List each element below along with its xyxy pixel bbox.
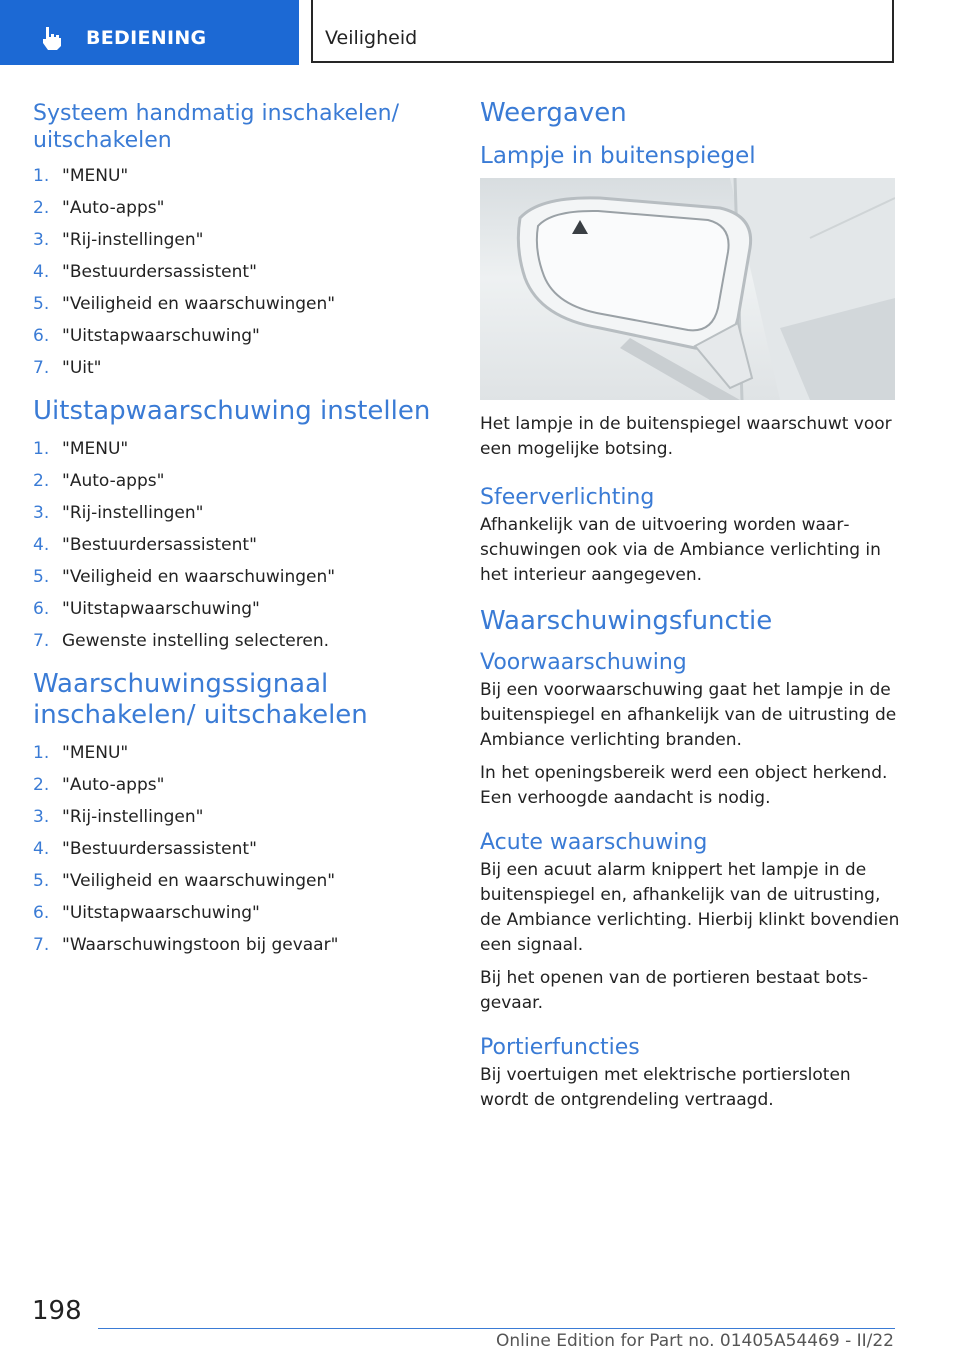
section-tab — [0, 0, 299, 65]
list-item: 4. "Bestuurdersassistent" — [33, 839, 257, 859]
list-item: 3. "Rij-instellingen" — [33, 807, 204, 827]
list-item: 2. "Auto-apps" — [33, 198, 165, 218]
heading-ambient-light: Sfeerverlichting — [480, 485, 655, 510]
list-item: 6. "Uitstapwaarschuwing" — [33, 903, 260, 923]
footer-divider — [98, 1328, 895, 1329]
heading-acute-warning: Acute waarschuwing — [480, 830, 708, 855]
chapter-title: Veiligheid — [325, 27, 418, 49]
heading-warning-signal-toggle: Waarschuwingssignaal inschakelen/ uitschakelen — [33, 669, 368, 730]
list-item: 5. "Veiligheid en waarschuwingen" — [33, 567, 336, 587]
list-item: 2. "Auto-apps" — [33, 775, 165, 795]
list-item: 4. "Bestuurdersassistent" — [33, 262, 257, 282]
mirror-photo — [480, 178, 895, 400]
mirror-lamp-text: Het lampje in de buitenspiegel waarschuwt voor een mogelijke botsing. — [480, 414, 892, 459]
list-item: 6. "Uitstapwaarschuwing" — [33, 599, 260, 619]
heading-mirror-lamp: Lampje in buitenspiegel — [480, 143, 756, 169]
left-column — [33, 100, 453, 973]
heading-displays: Weergaven — [480, 98, 627, 128]
list-item: 7. "Uit" — [33, 358, 102, 378]
heading-door-functions: Portierfuncties — [480, 1035, 640, 1060]
steps-exit-warning-settings — [33, 433, 453, 657]
list-item: 3. "Rij-instellingen" — [33, 230, 204, 250]
steps-warning-signal-toggle — [33, 737, 453, 961]
pre-warning-text-2: In het openingsbereik werd een object herkend. Een verhoogde aandacht is nodig. — [480, 763, 888, 808]
list-item: 2. "Auto-apps" — [33, 471, 165, 491]
pre-warning-text-1: Bij een voorwaarschuwing gaat het lampje in de buitenspiegel en afhankelijk van de uitrusting de Ambiance verlichting branden. — [480, 680, 897, 750]
list-item: 5. "Veiligheid en waarschuwingen" — [33, 294, 336, 314]
acute-warning-text-2: Bij het openen van de portieren bestaat botsgevaar. — [480, 968, 869, 1013]
right-column — [480, 98, 900, 1121]
list-item: 1. "MENU" — [33, 439, 129, 459]
list-item: 7. "Waarschuwingstoon bij gevaar" — [33, 935, 339, 955]
page-number: 198 — [32, 1296, 82, 1326]
list-item: 1. "MENU" — [33, 743, 129, 763]
section-title: BEDIENING — [86, 27, 207, 49]
list-item: 1. "MENU" — [33, 166, 129, 186]
heading-exit-warning-settings: Uitstapwaarschuwing instellen — [33, 396, 431, 426]
list-item: 7. Gewenste instelling selecteren. — [33, 631, 329, 651]
heading-warning-function: Waarschuwingsfunctie — [480, 606, 773, 636]
heading-pre-warning: Voorwaarschuwing — [480, 650, 687, 675]
list-item: 6. "Uitstapwaarschuwing" — [33, 326, 260, 346]
steps-manual-toggle — [33, 160, 453, 384]
list-item: 3. "Rij-instellingen" — [33, 503, 204, 523]
list-item: 5. "Veiligheid en waarschuwingen" — [33, 871, 336, 891]
list-item: 4. "Bestuurdersassistent" — [33, 535, 257, 555]
door-functions-text: Bij voertuigen met elektrische portiersloten wordt de ontgrendeling vertraagd. — [480, 1065, 851, 1110]
pointing-hand-icon — [40, 25, 64, 51]
edition-note: Online Edition for Part no. 01405A54469 - II/22 — [495, 1331, 894, 1351]
acute-warning-text-1: Bij een acuut alarm knippert het lampje in de buitenspiegel en, afhankelijk van de uitrusting, de Ambiance verlichting. Hierbij klinkt bovendien een signaal. — [480, 860, 900, 955]
chapter-tab — [311, 0, 894, 63]
ambient-light-text: Afhankelijk van de uitvoering worden waarschuwingen ook via de Ambiance verlichting in het interieur aangegeven. — [480, 515, 881, 585]
heading-manual-toggle: Systeem handmatig inschakelen/ uitschakelen — [33, 101, 400, 153]
